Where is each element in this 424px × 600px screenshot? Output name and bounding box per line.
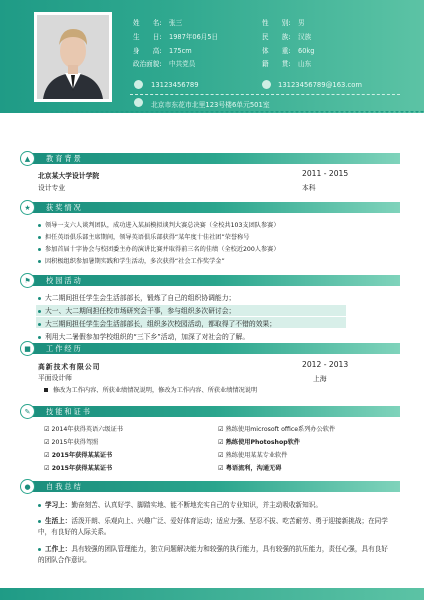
section-campus [20,273,400,287]
summary-life: 生活上：活泼开朗、乐观向上、兴趣广泛、爱好体育运动；适应力强、坚忍不拔、吃苦耐劳、勇于迎接新挑战；在同学中，有良好的人际关系。 [38,517,388,536]
award-item: 担任英语俱乐部主席期间，领导英语俱乐部获得“某年度十佳社团”荣誉称号 [38,232,249,241]
award-item: 参加首届十字协会与校团委主办的演讲比赛并取得前三名的佳绩（全校近200人参赛） [38,244,280,253]
section-title: 自我总结 [46,482,83,491]
info-gender: 性 别: 男 [262,19,305,27]
info-birthday: 生 日: 1987年06月5日 [133,33,219,41]
degree: 本科 [302,184,316,192]
section-self-summary [20,479,400,493]
skill-left-item: ☑ 2015年获得某某证书 [44,452,113,459]
section-title: 校园活动 [46,276,83,285]
footer-band [0,588,424,600]
person-icon: ● [20,479,35,494]
info-political: 政治面貌: 中共党员 [133,60,196,68]
skill-right-item: ☑ 粤语流利，沟通无碍 [218,465,282,472]
section-title: 技能和证书 [46,407,92,416]
email-address: 13123456789@163.com [278,81,363,89]
graduation-cap-icon: ▲ [20,151,35,166]
work-period: 2012 - 2013 [302,360,349,369]
summary-work: 工作上：具有较强的团队管理能力，独立问题解决能力和较强的执行能力，具有较强的抗压能力，责任心强，具有良好的团队合作意识。 [38,545,388,564]
school-name: 北京某大学设计学院 [38,172,100,180]
header-scallop-edge [0,111,424,114]
profile-photo [34,12,112,102]
work-description: 修改为工作内容、所获业绩情况说明，修改为工作内容、所获业绩情况说明 [44,385,257,394]
section-work [20,341,400,355]
job-title: 平面设计师 [38,374,72,382]
campus-item: 大一、大二期间担任校市场研究会干事，参与组织多次研讨会； [38,305,235,315]
section-title: 获奖情况 [46,203,83,212]
campus-item: 利用大二暑假参加学校组织的“三下乡”活动，加深了对社会的了解。 [38,331,249,341]
campus-item: 大三期间担任学生会生活部部长，组织多次校园活动，都取得了不错的效果； [38,318,276,328]
header-divider [130,94,400,95]
medal-icon: ★ [20,200,35,215]
email-icon [262,80,271,89]
company-name: 高新技术有限公司 [38,363,101,371]
section-education [20,151,400,165]
skill-right-item: ☑ 熟练使用某某专业软件 [218,452,288,459]
certificate-icon: ✎ [20,404,35,419]
phone-icon [134,80,143,89]
info-weight: 体 重: 60kg [262,47,315,55]
skill-left-item: ☑ 2015年获得驾照 [44,439,99,446]
section-title: 教育背景 [46,154,83,163]
flag-icon: ⚑ [20,273,35,288]
briefcase-icon: ■ [20,341,35,356]
profile-header [0,0,424,113]
skill-left-item: ☑ 2014年获得英语六级证书 [44,426,123,433]
info-name: 姓 名: 张三 [133,19,183,27]
skill-right-item: ☑ 熟练使用Photoshop软件 [218,439,300,446]
award-item: 因积极组织参加暑期实践和学生活动，多次获得“社会工作奖学金” [38,256,225,265]
info-height: 身 高: 175cm [133,47,192,55]
info-hometown: 籍 贯: 山东 [262,60,312,68]
section-awards [20,200,400,214]
section-title: 工作经历 [46,344,83,353]
location-icon [134,98,143,107]
info-ethnicity: 民 族: 汉族 [262,33,312,41]
award-item: 领导一支六人谈判团队，成功进入某届模拟谈判大赛总决赛（全校共103支团队参赛） [38,220,280,229]
summary-study: 学习上：勤奋刻苦、认真好学、脚踏实地、能不断地充实自己的专业知识，并主动吸收新知识。 [38,500,388,511]
education-period: 2011 - 2015 [302,169,349,178]
major: 设计专业 [38,184,66,192]
phone-number: 13123456789 [151,81,199,89]
work-city: 上海 [313,375,327,383]
section-skills [20,404,400,418]
home-address: 北京市东花市北里123号楼6单元501室 [151,101,270,109]
skill-right-item: ☑ 熟练使用microsoft office系列办公软件 [218,426,336,433]
skill-left-item: ☑ 2015年获得某某证书 [44,465,113,472]
campus-item: 大二期间担任学生会生活部部长，锻炼了自己的组织协调能力； [38,292,235,302]
